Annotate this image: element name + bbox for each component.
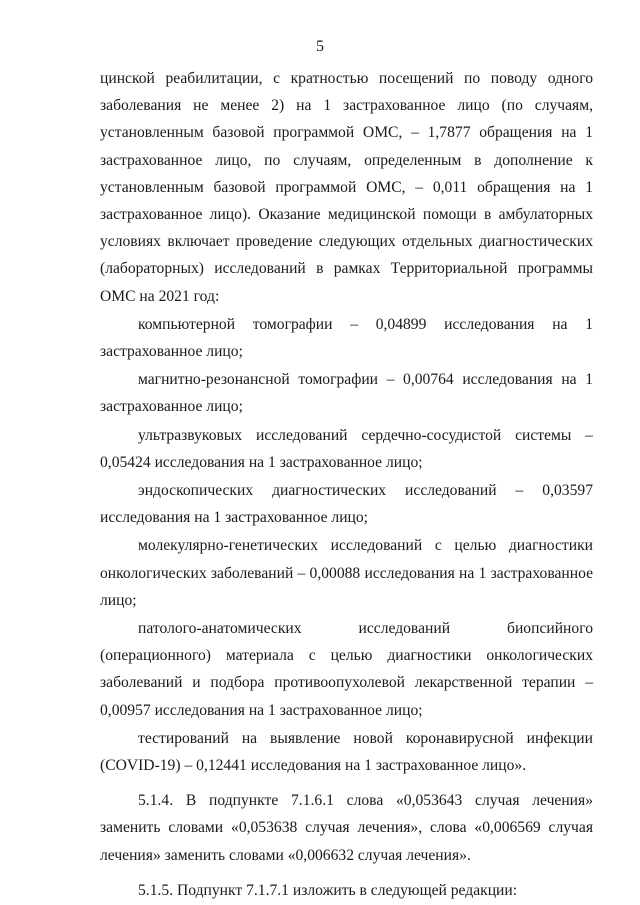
list-item-ct: компьютерной томографии – 0,04899 исследования на 1 застрахованное лицо;	[100, 315, 593, 361]
paragraph-5-1-4: 5.1.4. В подпункте 7.1.6.1 слова «0,053643 случая лечения» заменить словами «0,053638 случая лечения», слова «0,006569 случая лечения» заменить словами «0,006632 случая лечения».	[100, 792, 593, 864]
paragraph-5-1-5: 5.1.5. Подпункт 7.1.7.1 изложить в следующей редакции:	[138, 881, 518, 899]
list-item-ultrasound: ультразвуковых исследований сердечно-сосудистой системы – 0,05424 исследования на 1 застрахованное лицо;	[100, 426, 593, 471]
list-item-covid-testing: тестирований на выявление новой коронавирусной инфекции (COVID-19) – 0,12441 исследования на 1 застрахованное лицо».	[100, 729, 593, 775]
document-body	[100, 65, 593, 904]
list-item-molecular-genetic: молекулярно-генетических исследований с целью диагностики онкологических заболеваний – 0,00088 исследования на 1 застрахованное лицо;	[100, 537, 593, 609]
list-item-pathology: патолого-анатомических исследований биопсийного (операционного) материала с целью диагностики онкологических заболеваний и подбора противоопухолевой лекарственной терапии – 0,00957 исследования на 1 застрахованное лицо;	[100, 620, 593, 719]
list-item-endoscopy: эндоскопических диагностических исследований – 0,03597 исследования на 1 застрахованное лицо;	[100, 482, 593, 527]
page-number: 5	[316, 38, 324, 55]
paragraph-continuation: цинской реабилитации, с кратностью посещений по поводу одного заболевания не менее 2) на 1 застрахованное лицо (по случаям, установленным базовой программой ОМС, – 1,7877 обращения на 1 застрахованное лицо, по случаям, определенным в дополнение к установленным базовой программой ОМС, – 0,011 обращения на 1 застрахованное лицо). Оказание медицинской помощи в амбулаторных условиях включает проведение следующих отдельных диагностических (лабораторных) исследований в рамках Территориальной программы ОМС на 2021 год:	[100, 70, 593, 305]
list-item-mri: магнитно-резонансной томографии – 0,00764 исследования на 1 застрахованное лицо;	[100, 371, 593, 416]
